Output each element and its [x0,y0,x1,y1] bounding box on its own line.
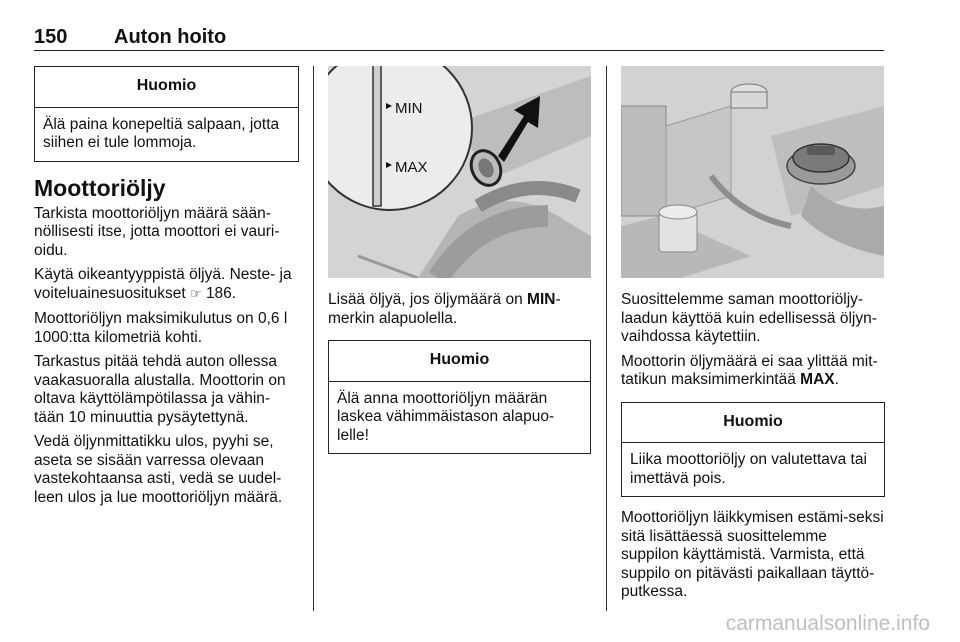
page-number: 150 [34,26,68,48]
notice-body: Älä paina konepeltiä salpaan, jotta siihen ei tule lommoja. [43,115,280,151]
paragraph: Lisää öljyä, jos öljymäärä on MIN-merkin alapuolella. [328,291,561,327]
paragraph: Moottoriöljyn läikkymisen estämi-seksi sitä lisättäessä suosittelemme suppilon käyttämistä. Varmista, että suppilo on pitävästi paikallaan täyttö-putkessa. [621,509,884,600]
paragraph [34,266,299,304]
dipstick-drawing [328,66,591,278]
notice-title: Huomio [35,67,298,108]
section-heading: Moottoriöljy [34,174,166,201]
watermark: carmanualsonline.info [725,612,930,635]
column-left [34,66,299,513]
paragraph: Suosittelemme saman moottoriöljy-laadun käyttöä kuin edellisessä öljyn-vaihdossa käytettiin. [621,291,877,345]
paragraph: Moottorin öljymäärä ei saa ylittää mit-tatikun maksimimerkintää MAX. [621,352,878,388]
notice-box [328,340,591,454]
max-mark-label: MAX [395,159,428,176]
paragraph: Tarkastus pitää tehdä auton ollessa vaakasuoralla alustalla. Moottorin on oltava käyttölämpötilassa ja vähin-tään 10 minuuttia pysäytettynä. [34,353,286,426]
notice-body: Liika moottoriöljy on valutettava tai imettävä pois. [630,451,867,487]
notice-box [34,66,299,162]
page-header [34,22,884,51]
notice-box [621,402,885,498]
column-divider [313,66,314,611]
paragraph: Tarkista moottoriöljyn määrä sään-nöllisesti itse, jotta moottori ei vauri-oidu. [34,204,280,259]
paragraph-text: Käytä oikeantyyppistä öljyä. Neste- ja voiteluainesuositukset [34,266,292,302]
dipstick-illustration [328,66,591,278]
page-reference-link[interactable]: 186. [205,284,237,302]
column-right [621,66,885,608]
paragraph: Vedä öljynmittatikku ulos, pyyhi se, aseta se sisään varressa olevaan vastekohtaansa asti, vedä se uudel-leen ulos ja lue moottoriöljyn määrä. [34,433,283,506]
notice-title: Huomio [329,341,590,382]
min-mark-label: MIN [395,100,423,117]
column-divider [606,66,607,611]
column-middle [328,66,591,454]
oil-filler-cap-illustration [621,66,884,278]
paragraph: Moottoriöljyn maksimikulutus on 0,6 l 1000:tta kilometriä kohti. [34,310,288,346]
engine-bay-drawing [621,66,884,278]
notice-body: Älä anna moottoriöljyn määrän laskea vähimmäistason alapuo-lelle! [337,389,555,444]
chapter-title: Auton hoito [114,26,227,48]
page-reference-icon: ☞ [189,286,202,302]
notice-title: Huomio [622,403,884,444]
